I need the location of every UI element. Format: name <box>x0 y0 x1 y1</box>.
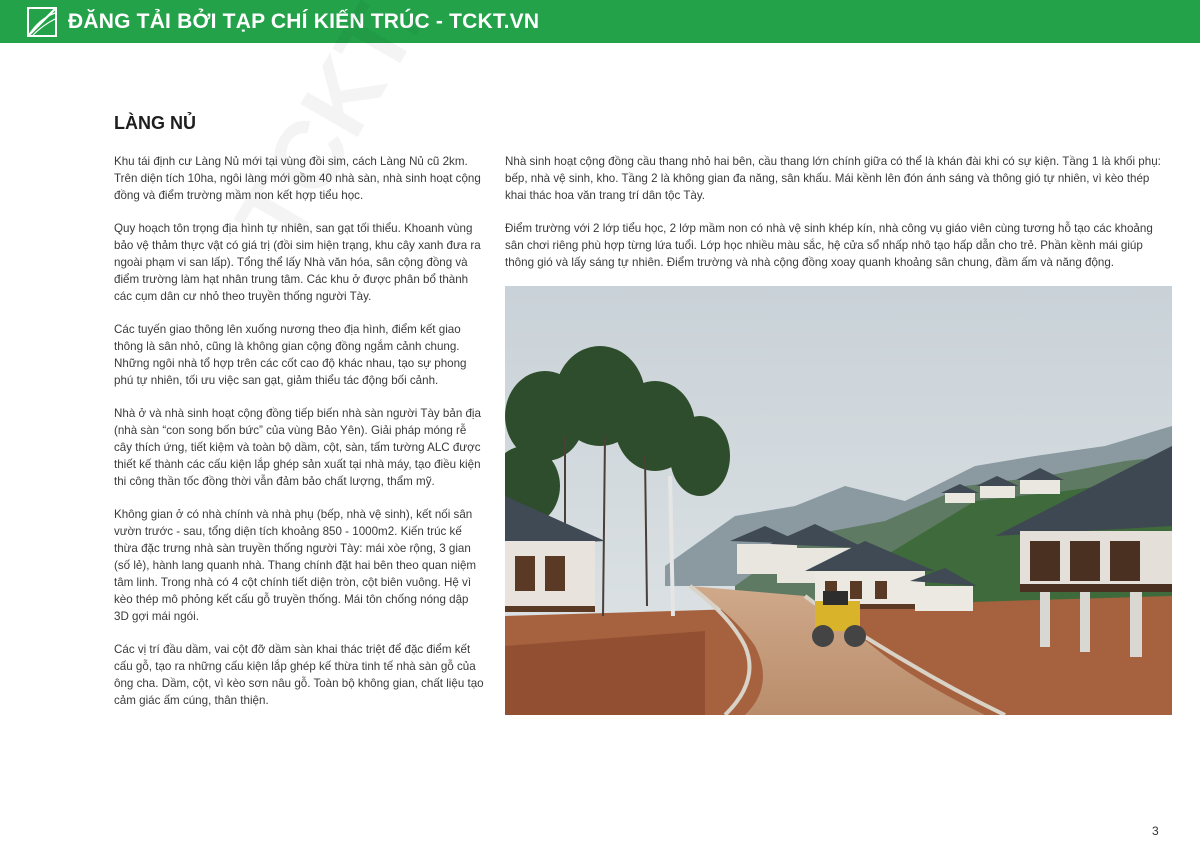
paragraph: Không gian ở có nhà chính và nhà phụ (bếp, nhà vệ sinh), kết nối sân vườn trước - sau, tổng diện tích khoảng 850 - 1000m2. Kiến trúc kế thừa đặc trưng nhà sàn truyền thống người Tày: mái xòe rộng, 3 gian (số lẻ), hành lang quanh nhà. Thang chính đặt hai bên theo quan niệm tâm linh. Trong nhà có 4 cột chính tiết diện tròn, cột biên vuông. Hệ vì kèo thép mô phỏng kết cấu gỗ truyền thống. Mái tôn chống nóng dập 3D gợi mái ngói. <box>114 508 477 623</box>
page-title: LÀNG NỦ <box>114 113 196 133</box>
paragraph: Nhà sinh hoạt cộng đồng cầu thang nhỏ hai bên, cầu thang lớn chính giữa có thể là khán đài khi có sự kiện. Tầng 1 là khối phụ: bếp, nhà vệ sinh, kho. Tầng 2 là không gian đa năng, sân khấu. Mái kềnh lên đón ánh sáng và thông gió tự nhiên, vì kèo thép khai thác hoa văn trang trí dân tộc Tày. <box>505 155 1161 202</box>
paragraph: Quy hoạch tôn trọng địa hình tự nhiên, san gạt tối thiểu. Khoanh vùng bảo vệ thảm thực vật có giá trị (đồi sim hiện trạng, khu cây xanh đưa ra ngoài phạm vi san lấp). Tổng thể lấy Nhà văn hóa, sân cộng đồng và điểm trường làm hạt nhân trung tâm. Các khu ở được phân bổ thành các cụm dân cư nhỏ theo truyền thống người Tày. <box>114 222 481 303</box>
right-column <box>505 153 1173 287</box>
left-column <box>114 153 486 725</box>
tckt-logo-icon <box>26 6 58 38</box>
village-photo <box>505 286 1172 715</box>
paragraph: Nhà ở và nhà sinh hoạt cộng đồng tiếp biến nhà sàn người Tày bản địa (nhà sàn “con song bốn bức” của vùng Bảo Yên). Giải pháp móng rễ cây thích ứng, tiết kiệm và toàn bộ dầm, cột, sàn, tấm tường ALC được thiết kế thành các cấu kiện lắp ghép sản xuất tại nhà máy, tạo điều kiện thi công thần tốc đồng thời vẫn đảm bảo chất lượng, thẩm mỹ. <box>114 407 481 488</box>
paragraph: Các vị trí đầu dầm, vai cột đỡ dầm sàn khai thác triệt để đặc điểm kết cấu gỗ, tạo ra những cấu kiện lắp ghép kế thừa tinh tế nhà sàn gỗ của ông cha. Dầm, cột, vì kèo sơn nâu gỗ. Toàn bộ không gian, chất liệu tạo cảm giác ấm cúng, thân thiện. <box>114 643 484 707</box>
paragraph: Điểm trường với 2 lớp tiểu học, 2 lớp mầm non có nhà vệ sinh khép kín, nhà công vụ giáo viên cùng tương hỗ tạo các khoảng sân chơi riêng phù hợp từng lứa tuổi. Lớp học nhiều màu sắc, hệ cửa sổ nhấp nhô tạo hấp dẫn cho trẻ. Phần kềnh mái giúp thông gió và lấy sáng tự nhiên. Điểm trường và nhà cộng đồng xoay quanh khoảng sân chung, đầm ấm và năng động. <box>505 222 1153 269</box>
paragraph: Các tuyến giao thông lên xuống nương theo địa hình, điểm kết giao thông là sân nhỏ, cũng là không gian cộng đồng ngắm cảnh chung. Những ngôi nhà tổ hợp trên các cốt cao độ khác nhau, tạo sự phong phú tự nhiên, tối ưu việc san gạt, giảm thiểu tác động bối cảnh. <box>114 323 467 387</box>
page-number: 3 <box>1152 824 1159 838</box>
banner-title: ĐĂNG TẢI BỞI TẠP CHÍ KIẾN TRÚC - TCKT.VN <box>68 9 540 33</box>
paragraph: Khu tái định cư Làng Nủ mới tại vùng đồi sim, cách Làng Nủ cũ 2km. Trên diện tích 10ha, ngôi làng mới gồm 40 nhà sàn, nhà sinh hoạt cộng đồng và điểm trường mầm non kết hợp tiểu học. <box>114 155 481 202</box>
header-banner <box>0 0 1200 43</box>
